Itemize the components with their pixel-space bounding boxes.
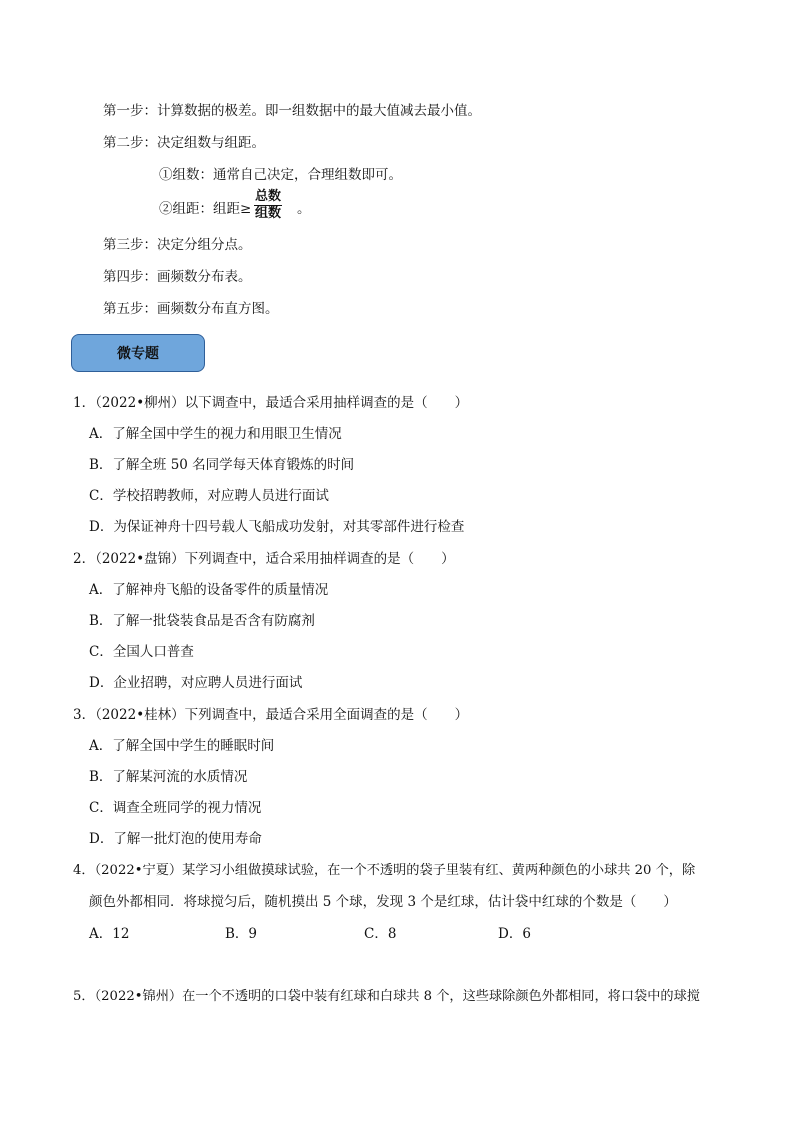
question-4-stem-line-1: 4．（2022•宁夏）某学习小组做摸球试验，在一个不透明的袋子里装有红、黄两种颜色的小球共 20 个，除 — [73, 863, 696, 878]
question-3-option-c: C．调查全班同学的视力情况 — [89, 800, 262, 816]
question-1-option-b: B．了解全班 50 名同学每天体育锻炼的时间 — [89, 457, 355, 473]
question-3-option-b: B．了解某河流的水质情况 — [89, 769, 248, 785]
question-1-option-c: C．学校招聘教师，对应聘人员进行面试 — [89, 488, 329, 504]
question-2-stem: 2．（2022•盘锦）下列调查中，适合采用抽样调查的是（ ） — [73, 551, 455, 567]
step-2-sub-1-text: ①组数：通常自己决定，合理组数即可。 — [159, 167, 402, 183]
step-4-text: 第四步：画频数分布表。 — [103, 269, 252, 285]
question-4-option-c: C．8 — [364, 926, 397, 942]
step-3-text: 第三步：决定分组分点。 — [103, 237, 252, 253]
step-5-text: 第五步：画频数分布直方图。 — [103, 301, 279, 317]
question-3-stem: 3．（2022•桂林）下列调查中，最适合采用全面调查的是（ ） — [73, 707, 469, 723]
question-2-option-d: D．企业招聘，对应聘人员进行面试 — [89, 675, 303, 691]
question-3-option-d: D．了解一批灯泡的使用寿命 — [89, 831, 262, 847]
fraction-denominator: 组数 — [254, 206, 281, 221]
step-1-text: 第一步：计算数据的极差。即一组数据中的最大值减去最小值。 — [103, 103, 481, 119]
question-2-option-b: B．了解一批袋装食品是否含有防腐剂 — [89, 613, 315, 629]
question-4-option-a: A．12 — [89, 926, 130, 942]
question-4-option-b: B．9 — [225, 926, 258, 942]
step-2-text: 第二步：决定组数与组距。 — [103, 135, 265, 151]
question-1-option-d: D．为保证神舟十四号载人飞船成功发射，对其零部件进行检查 — [89, 519, 465, 535]
question-1-option-a: A．了解全国中学生的视力和用眼卫生情况 — [89, 426, 342, 442]
question-5-stem-line-1: 5．（2022•锦州）在一个不透明的口袋中装有红球和白球共 8 个，这些球除颜色外都相同，将口袋中的球搅 — [73, 989, 700, 1004]
question-2-option-c: C．全国人口普查 — [89, 644, 194, 660]
section-badge — [71, 334, 205, 372]
section-badge-label: 微专题 — [117, 346, 159, 362]
question-4-stem-line-2: 颜色外都相同．将球搅匀后，随机摸出 5 个球，发现 3 个是红球，估计袋中红球的个数是（ ） — [89, 894, 677, 910]
question-3-option-a: A．了解全国中学生的睡眠时间 — [89, 738, 275, 754]
group-width-fraction — [254, 190, 282, 221]
fraction-numerator: 总数 — [254, 189, 281, 204]
step-2-sub-2-suffix: 。 — [297, 201, 311, 217]
step-2-sub-2-prefix: ②组距：组距≥ — [159, 201, 252, 217]
question-2-option-a: A．了解神舟飞船的设备零件的质量情况 — [89, 582, 329, 598]
question-4-option-d: D．6 — [498, 926, 531, 942]
question-1-stem: 1．（2022•柳州）以下调查中，最适合采用抽样调查的是（ ） — [73, 395, 469, 411]
